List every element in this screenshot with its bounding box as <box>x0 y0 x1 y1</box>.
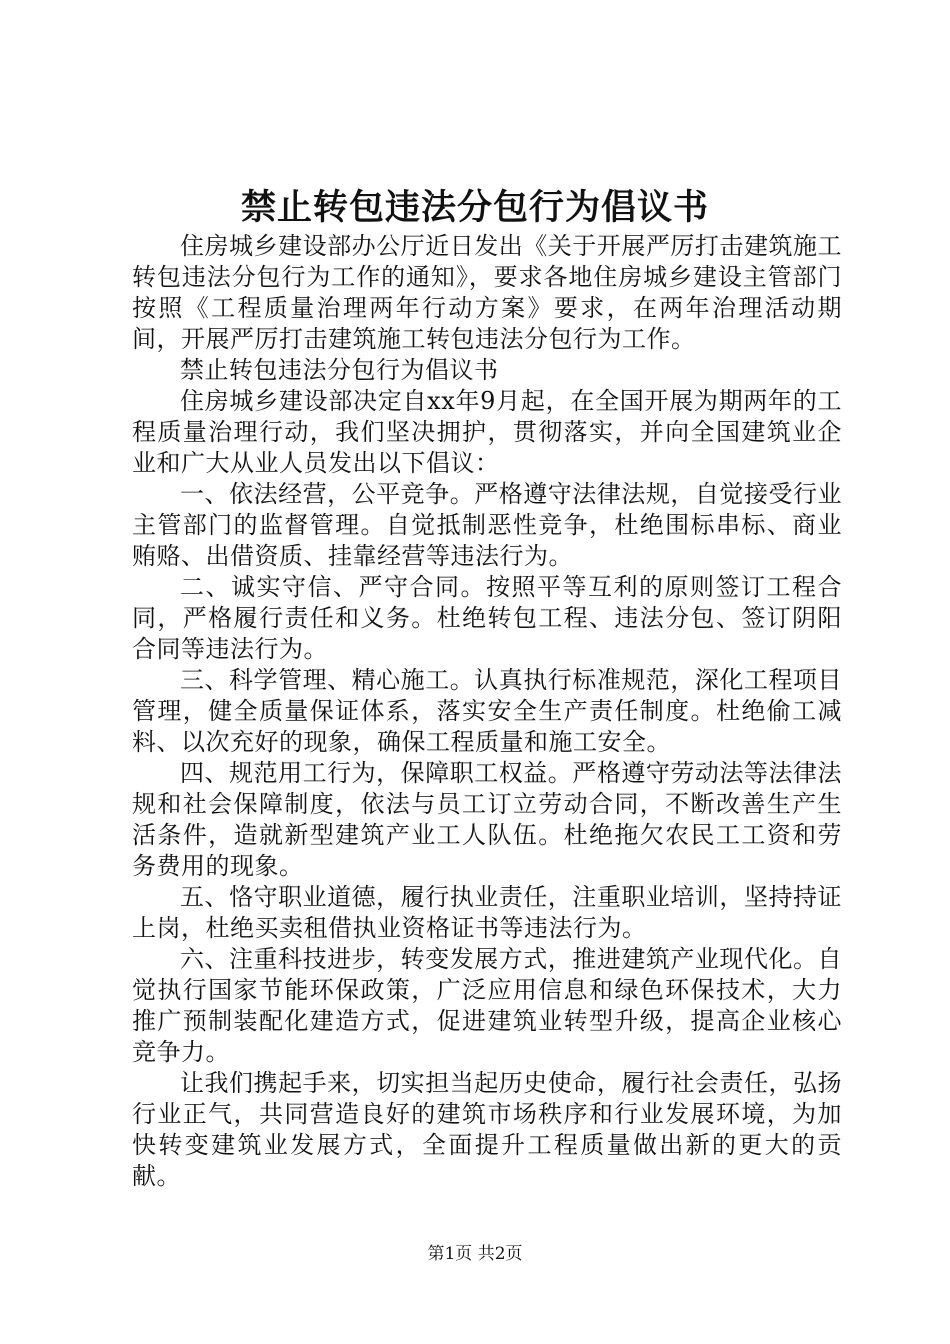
paragraph-item-4: 四、规范用工行为，保障职工权益。严格遵守劳动法等法律法规和社会保障制度，依法与员工订立劳动合同，不断改善生产生活条件，造就新型建筑产业工人队伍。杜绝拖欠农民工工资和劳务费用的现象。 <box>132 759 842 880</box>
paragraph-item-5: 五、恪守职业道德，履行执业责任，注重职业培训，坚持持证上岗，杜绝买卖租借执业资格证书等违法行为。 <box>132 883 842 942</box>
paragraph-item-6: 六、注重科技进步，转变发展方式，推进建筑产业现代化。自觉执行国家节能环保政策，广泛应用信息和绿色环保技术，大力推广预制装配化建造方式，促进建筑业转型升级，提高企业核心竞争力。 <box>132 945 842 1066</box>
paragraph-closing: 让我们携起手来，切实担当起历史使命，履行社会责任，弘扬行业正气，共同营造良好的建筑市场秩序和行业发展环境，为加快转变建筑业发展方式，全面提升工程质量做出新的更大的贡献。 <box>132 1069 842 1190</box>
paragraph-intro: 住房城乡建设部办公厅近日发出《关于开展严厉打击建筑施工转包违法分包行为工作的通知》，要求各地住房城乡建设主管部门按照《工程质量治理两年行动方案》要求，在两年治理活动期间，开展严厉打击建筑施工转包违法分包行为工作。 <box>132 232 842 353</box>
paragraph-subtitle: 禁止转包违法分包行为倡议书 <box>180 356 499 384</box>
paragraph-item-1: 一、依法经营，公平竞争。严格遵守法律法规，自觉接受行业主管部门的监督管理。自觉抵制恶性竞争，杜绝围标串标、商业贿赂、出借资质、挂靠经营等违法行为。 <box>132 480 842 570</box>
page-number-footer: 第1页 共2页 <box>427 1244 523 1264</box>
document-body <box>132 231 842 1192</box>
document-title: 禁止转包违法分包行为倡议书 <box>240 187 709 228</box>
paragraph-item-2: 二、诚实守信、严守合同。按照平等互利的原则签订工程合同，严格履行责任和义务。杜绝转包工程、违法分包、签订阴阳合同等违法行为。 <box>132 573 842 663</box>
paragraph-preamble: 住房城乡建设部决定自xx年9月起，在全国开展为期两年的工程质量治理行动，我们坚决拥护，贯彻落实，并向全国建筑业企业和广大从业人员发出以下倡议： <box>132 387 842 477</box>
paragraph-item-3: 三、科学管理、精心施工。认真执行标准规范，深化工程项目管理，健全质量保证体系，落实安全生产责任制度。杜绝偷工减料、以次充好的现象，确保工程质量和施工安全。 <box>132 666 842 756</box>
